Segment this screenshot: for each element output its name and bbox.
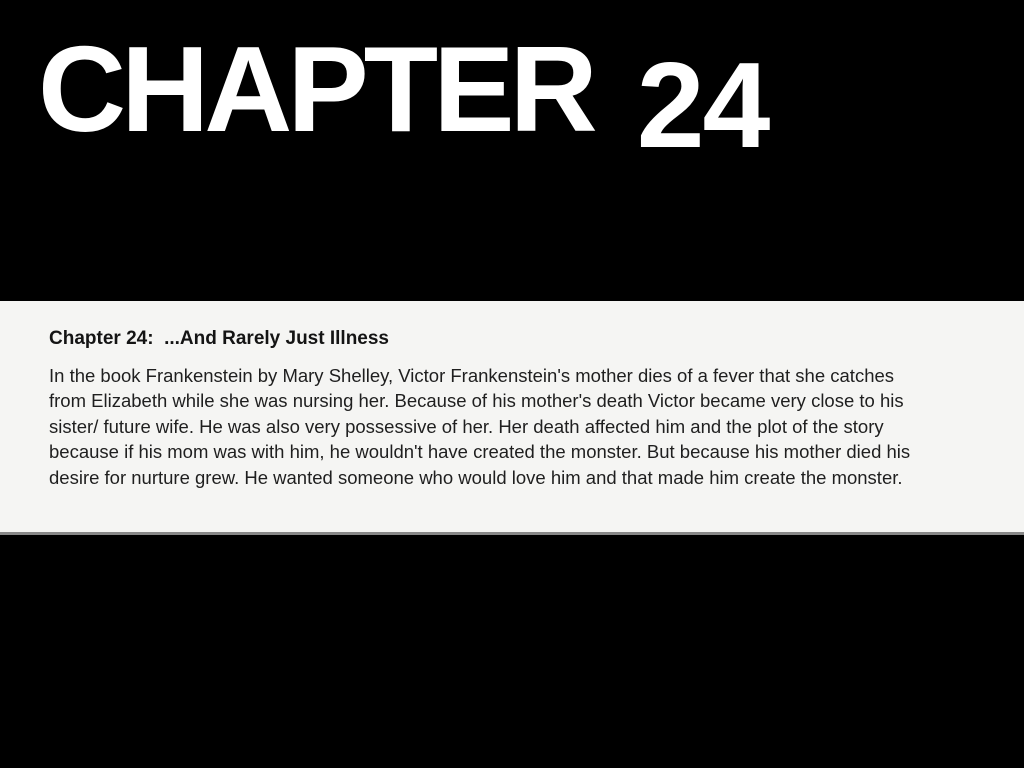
body-paragraph: In the book Frankenstein by Mary Shelley, Victor Frankenstein's mother dies of a fever that she catches from Elizabeth while she was nursing her. Because of his mother's death Victor became very close to his sister/ future wife. He was also very possessive of her. Her death affected him and the plot of the story because if his mom was with him, he wouldn't have created the monster. But because his mother died his desire for nurture grew. He wanted someone who would love him and that made him create the monster. <box>49 365 911 488</box>
slide-title <box>38 21 769 173</box>
content-panel <box>0 301 1024 535</box>
slide-title-number: 24 <box>636 37 769 173</box>
slide-title-word: CHAPTER <box>38 21 593 157</box>
chapter-heading: Chapter 24: ...And Rarely Just Illness <box>49 328 389 349</box>
